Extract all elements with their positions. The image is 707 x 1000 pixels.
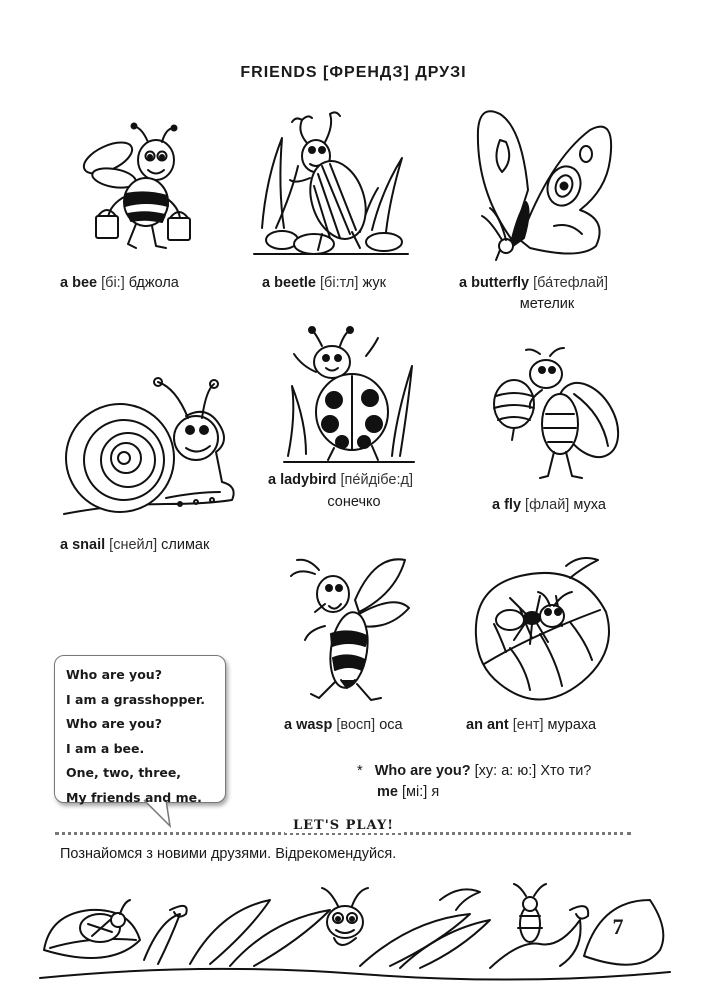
glossary-entry xyxy=(377,784,439,800)
insect-transcription: [бі:тл] xyxy=(320,275,359,291)
page-number: 7 xyxy=(612,914,624,939)
glossary-phrase: me xyxy=(377,784,398,800)
poem-line: Who are you? xyxy=(66,667,162,682)
insect-transcription: [ба́тефлай] xyxy=(533,275,608,291)
poem-line: One, two, three, xyxy=(66,765,182,780)
bee-icon xyxy=(70,120,200,260)
insect-word: a ladybird xyxy=(268,472,337,488)
glossary-translation: я xyxy=(431,784,440,800)
poem xyxy=(66,663,205,810)
insect-caption xyxy=(262,275,386,291)
butterfly-icon xyxy=(470,100,620,260)
glossary-translation: Хто ти? xyxy=(540,763,592,779)
insect-translation: мураха xyxy=(547,717,597,733)
page-title: FRIENDS [ФРЕНДЗ] ДРУЗІ xyxy=(240,64,467,81)
snail-icon xyxy=(56,376,241,526)
activity-heading: LET'S PLAY! xyxy=(285,818,402,833)
wasp-icon xyxy=(285,554,415,706)
insect-caption xyxy=(60,537,209,553)
poem-line: Who are you? xyxy=(66,716,162,731)
insect-caption xyxy=(492,497,606,513)
insect-transcription: [флай] xyxy=(525,497,570,513)
insect-translation: бджола xyxy=(128,275,179,291)
insect-transcription: [восп] xyxy=(336,717,376,733)
insect-translation: жук xyxy=(362,275,386,291)
insect-word: a snail xyxy=(60,537,106,553)
insect-translation: слимак xyxy=(161,537,210,553)
beetle-icon xyxy=(252,108,412,260)
insect-translation: сонечко xyxy=(327,494,381,510)
activity-instruction: Познайомся з новими друзями. Відрекомендуйся. xyxy=(60,846,397,862)
insect-caption xyxy=(466,717,596,733)
insect-word: a beetle xyxy=(262,275,316,291)
insect-caption xyxy=(60,275,179,291)
insect-transcription: [ент] xyxy=(512,717,544,733)
glossary-transcription: [ху: а: ю:] xyxy=(474,763,537,779)
insect-transcription: [пе́йдібе:д] xyxy=(340,472,413,488)
glossary-phrase: Who are you? xyxy=(374,763,471,779)
poem-line: I am a bee. xyxy=(66,740,145,756)
insect-caption xyxy=(284,717,403,733)
footer-ornament xyxy=(40,880,670,990)
glossary-transcription: [мі:] xyxy=(402,784,428,800)
insect-word: a bee xyxy=(60,275,98,291)
insect-translation: оса xyxy=(379,717,403,733)
insect-translation: метелик xyxy=(519,296,575,312)
glossary-entry xyxy=(357,763,591,779)
insect-transcription: [снейл] xyxy=(109,537,158,553)
insect-word: an ant xyxy=(466,717,509,733)
ant-icon xyxy=(470,556,620,708)
fly-icon xyxy=(492,344,622,482)
insect-caption xyxy=(268,472,413,488)
poem-line: My friends and me. xyxy=(66,789,202,805)
ladybird-icon xyxy=(282,326,417,468)
insect-word: a wasp xyxy=(284,717,333,733)
insect-word: a butterfly xyxy=(459,275,530,291)
insect-word: a fly xyxy=(492,497,522,513)
insect-transcription: [бі:] xyxy=(101,275,125,291)
poem-line: I am a grasshopper. xyxy=(66,691,206,707)
insect-caption xyxy=(459,275,608,291)
insect-translation: муха xyxy=(573,497,606,513)
glossary-marker: * xyxy=(357,763,363,779)
